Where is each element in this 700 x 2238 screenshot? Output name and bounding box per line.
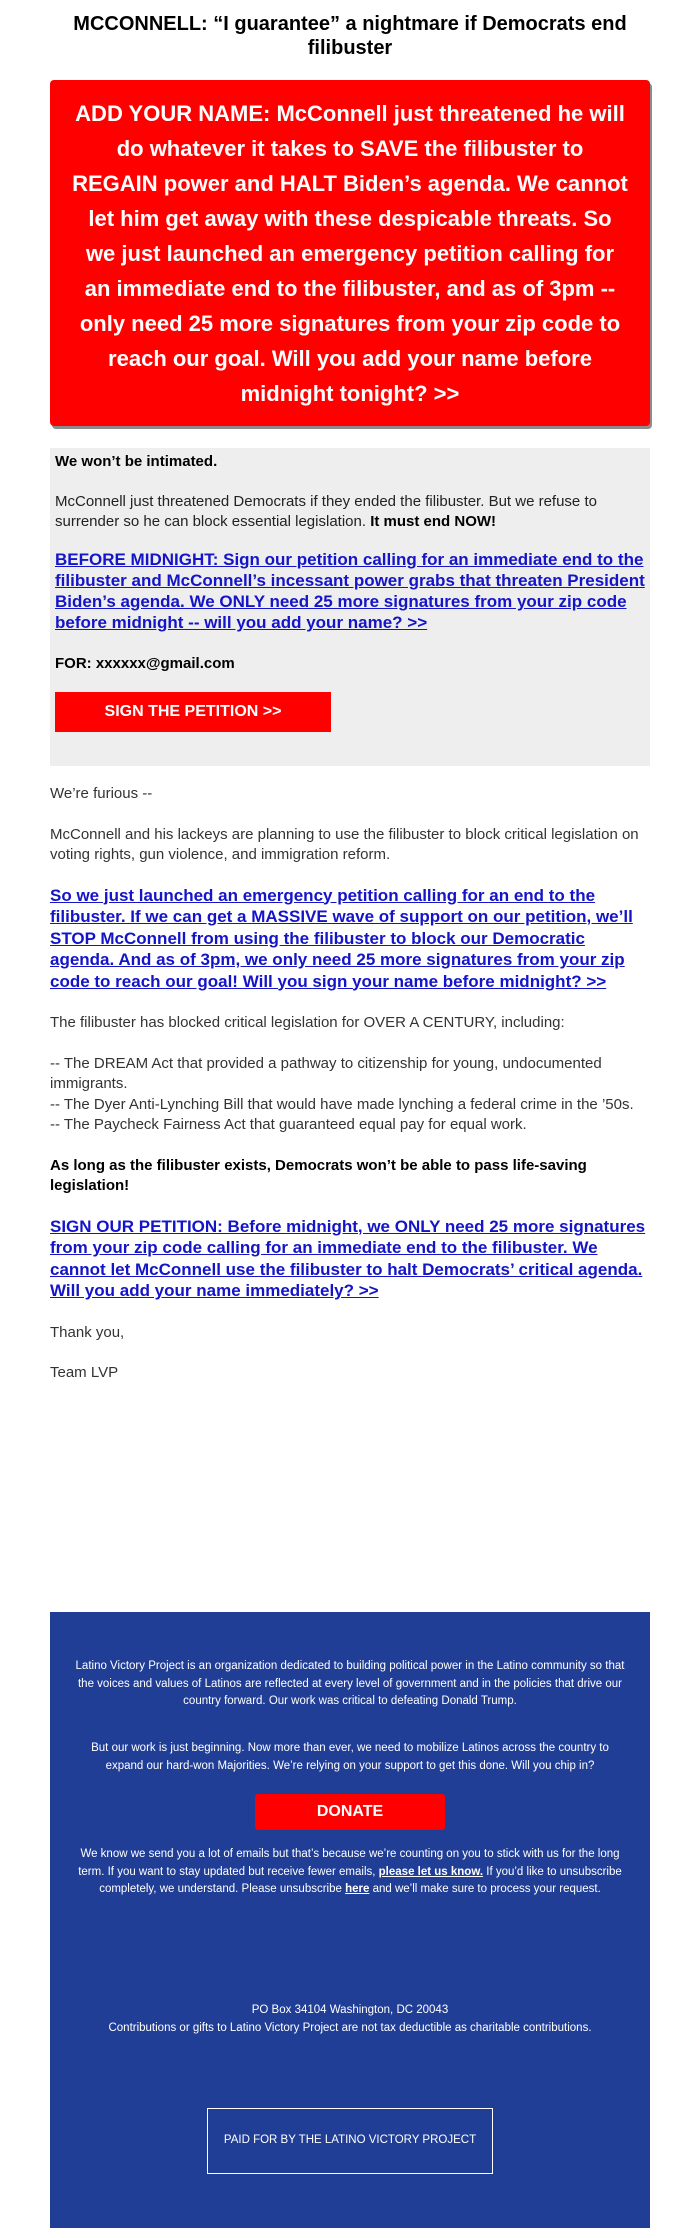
callout-paragraph-emphasis: It must end NOW! <box>370 513 497 530</box>
callout-intro: We won’t be intimated. <box>55 453 218 470</box>
callout-paragraph-text: McConnell just threatened Democrats if they ended the filibuster. But we refuse to surrender so he can block essential legislation. <box>55 493 597 530</box>
footer-unsubscribe-text: We know we send you a lot of emails but that’s because we’re counting on you to stick with us for the long term. If you want to stay updated but receive fewer emails, <box>78 1848 620 1878</box>
callout-paragraph <box>55 492 645 532</box>
page-title: MCCONNELL: “I guarantee” a nightmare if Democrats end filibuster <box>73 13 627 59</box>
footer-unsubscribe-text: and we’ll make sure to process your request. <box>372 1883 601 1895</box>
callout-box <box>50 448 650 766</box>
mailing-address: PO Box 34104 Washington, DC 20043 <box>251 2004 449 2016</box>
closing-thanks: Thank you, <box>50 1323 125 1341</box>
body-paragraph: The filibuster has blocked critical legislation for OVER A CENTURY, including: <box>50 1014 565 1031</box>
signature: Team LVP <box>50 1364 119 1381</box>
footer-address-block <box>74 2002 626 2037</box>
petition-link-wrap <box>50 886 650 994</box>
email-body <box>50 784 650 1384</box>
footer-about: Latino Victory Project is an organization dedicated to building political power in the Latino community so that the voices and values of Latinos are reflected at every level of government and in the policies that drive our country forward. Our work was critical to defeating Donald Trump. <box>75 1660 625 1707</box>
fewer-emails-link[interactable]: please let us know. <box>378 1865 484 1878</box>
paid-for-box <box>207 2108 493 2174</box>
sign-our-petition-link[interactable]: SIGN OUR PETITION: Before midnight, we ONLY need 25 more signatures from your zip code calling for an immediate end to the filibuster. We cannot let McConnell use the filibuster to halt Democrats’ critical agenda. Will you add your name immediately? >> <box>50 1216 646 1300</box>
recipient-label: FOR: <box>55 655 92 672</box>
unsubscribe-link[interactable]: here <box>345 1883 370 1895</box>
before-midnight-petition-link[interactable]: BEFORE MIDNIGHT: Sign our petition calling for an immediate end to the filibuster and McConnell’s incessant power grabs that threaten President Biden’s agenda. We ONLY need 25 more signatures from your zip code before midnight -- will you add your name? >> <box>55 550 645 632</box>
paid-for-text: PAID FOR BY THE LATINO VICTORY PROJECT <box>223 2134 477 2147</box>
body-paragraph: McConnell and his lackeys are planning to use the filibuster to block critical legislation on voting rights, gun violence, and immigration reform. <box>50 825 639 863</box>
footer-appeal: But our work is just beginning. Now more than ever, we need to mobilize Latinos across the country to expand our hard-won Majorities. We’re relying on your support to get this done. Will you chip in? <box>91 1742 609 1772</box>
recipient-email: xxxxxx@gmail.com <box>95 655 235 672</box>
body-bold-paragraph: As long as the filibuster exists, Democrats won’t be able to pass life-saving legislation! <box>50 1156 587 1194</box>
callout-link-wrap <box>55 550 645 634</box>
list-item: -- The Paycheck Fairness Act that guaranteed equal pay for equal work. <box>50 1116 527 1133</box>
petition-banner-link[interactable] <box>50 80 650 426</box>
donate-button[interactable]: DONATE <box>255 1794 445 1830</box>
petition-banner-text: ADD YOUR NAME: McConnell just threatened he will do whatever it takes to SAVE the filibuster to REGAIN power and HALT Biden’s agenda. We cannot let him get away with these despicable threats. So we just launched an emergency petition calling for an immediate end to the filibuster, and as of 3pm -- only need 25 more signatures from your zip code to reach our goal. Will you add your name before midnight tonight? >> <box>72 100 628 406</box>
sign-petition-button[interactable]: SIGN THE PETITION >> <box>55 692 331 732</box>
tax-disclaimer: Contributions or gifts to Latino Victory Project are not tax deductible as charitable contributions. <box>108 2021 592 2034</box>
footer <box>50 1612 650 2228</box>
sign-petition-link-wrap <box>50 1217 650 1303</box>
list-item: -- The DREAM Act that provided a pathway to citizenship for young, undocumented immigrants. <box>50 1054 602 1092</box>
emergency-petition-link[interactable]: So we just launched an emergency petition calling for an end to the filibuster. If we can get a MASSIVE wave of support on our petition, we’ll STOP McConnell from using the filibuster to block our Democratic agenda. And as of 3pm, we only need 25 more signatures from your zip code to reach our goal! Will you sign your name before midnight? >> <box>50 885 633 991</box>
recipient-line <box>55 654 645 674</box>
list-item: -- The Dyer Anti-Lynching Bill that would have made lynching a federal crime in the ’50s. <box>50 1095 634 1113</box>
footer-unsubscribe-text: If you’d like to unsubscribe completely, we understand. Please unsubscribe <box>99 1865 622 1895</box>
body-paragraph: We’re furious -- <box>50 785 153 802</box>
footer-unsubscribe <box>74 1846 626 1899</box>
